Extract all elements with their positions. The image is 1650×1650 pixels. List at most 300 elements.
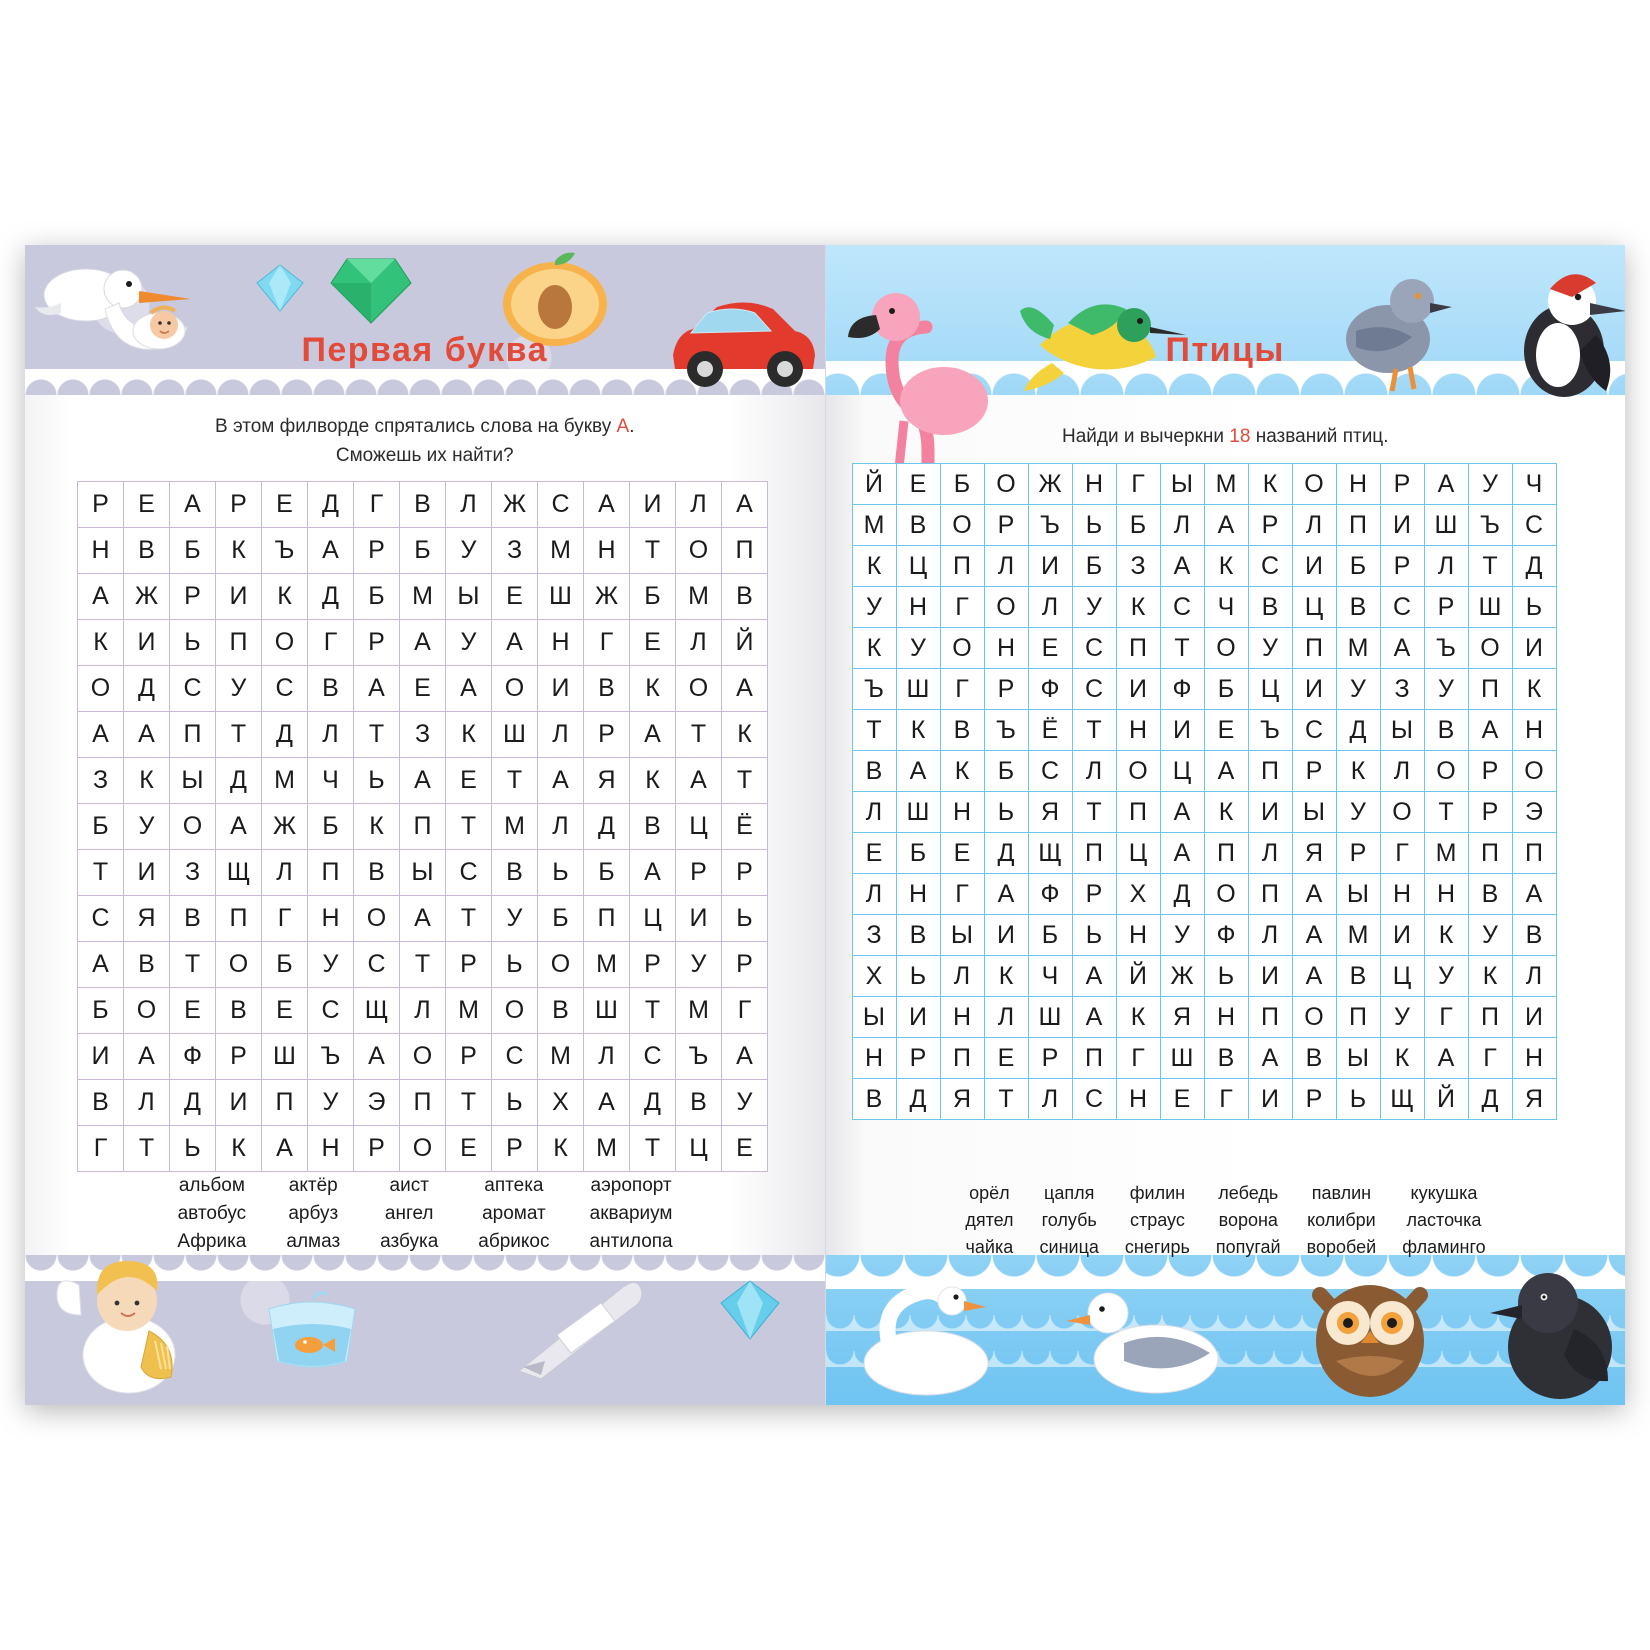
bird-grid-cell[interactable]: Е [984, 1038, 1028, 1079]
bird-grid-cell[interactable]: К [1116, 587, 1160, 628]
bird-grid-cell[interactable]: Н [1380, 874, 1424, 915]
letter-grid-cell[interactable]: Л [584, 1034, 630, 1080]
bird-grid-cell[interactable]: П [1116, 792, 1160, 833]
bird-grid-cell[interactable]: Щ [1028, 833, 1072, 874]
letter-grid-cell[interactable]: Ч [308, 758, 354, 804]
bird-grid-cell[interactable]: В [1336, 587, 1380, 628]
letter-grid-cell[interactable]: А [584, 1080, 630, 1126]
letter-grid-cell[interactable]: Л [262, 850, 308, 896]
letter-grid-cell[interactable]: В [308, 666, 354, 712]
letter-grid-cell[interactable]: Л [676, 482, 722, 528]
bird-grid-cell[interactable]: А [1512, 874, 1556, 915]
letter-grid-cell[interactable]: Т [78, 850, 124, 896]
letter-grid-cell[interactable]: В [492, 850, 538, 896]
bird-grid-cell[interactable]: Я [940, 1079, 984, 1120]
bird-grid-cell[interactable]: А [1468, 710, 1512, 751]
letter-grid-cell[interactable]: К [538, 1126, 584, 1172]
letter-grid-cell[interactable]: П [170, 712, 216, 758]
letter-grid-cell[interactable]: А [400, 896, 446, 942]
letter-grid-cell[interactable]: В [124, 528, 170, 574]
letter-grid-cell[interactable]: Т [446, 896, 492, 942]
letter-grid-cell[interactable]: Р [676, 850, 722, 896]
letter-grid-cell[interactable]: Ж [262, 804, 308, 850]
letter-grid-cell[interactable]: Ц [676, 804, 722, 850]
bird-grid-cell[interactable]: Р [1336, 833, 1380, 874]
letter-grid-cell[interactable]: Д [308, 482, 354, 528]
bird-grid-cell[interactable]: У [1072, 587, 1116, 628]
bird-grid-cell[interactable]: О [1380, 792, 1424, 833]
letter-grid-cell[interactable]: Ж [492, 482, 538, 528]
letter-grid-cell[interactable]: А [124, 1034, 170, 1080]
bird-grid-cell[interactable]: Ж [1160, 956, 1204, 997]
bird-grid-cell[interactable]: Т [1468, 546, 1512, 587]
letter-grid-cell[interactable]: Ж [124, 574, 170, 620]
bird-word-item[interactable]: ласточка [1406, 1210, 1482, 1230]
bird-grid-cell[interactable]: Ы [852, 997, 896, 1038]
bird-grid-cell[interactable]: Я [1512, 1079, 1556, 1120]
letter-grid-cell[interactable]: М [262, 758, 308, 804]
bird-grid-cell[interactable]: Р [1380, 464, 1424, 505]
bird-grid-cell[interactable]: О [1204, 628, 1248, 669]
bird-grid-cell[interactable]: У [1468, 464, 1512, 505]
letter-grid-cell[interactable]: А [630, 712, 676, 758]
bird-grid-cell[interactable]: Ь [1072, 505, 1116, 546]
letter-grid-cell[interactable]: Т [446, 1080, 492, 1126]
bird-grid-cell[interactable]: Н [940, 792, 984, 833]
bird-grid-cell[interactable]: Д [896, 1079, 940, 1120]
letter-grid-cell[interactable]: М [538, 1034, 584, 1080]
letter-grid-cell[interactable]: П [722, 528, 768, 574]
bird-grid-cell[interactable]: П [1336, 997, 1380, 1038]
letter-grid-cell[interactable]: Л [446, 482, 492, 528]
bird-word-search-grid[interactable] [852, 463, 1557, 1120]
letter-grid-cell[interactable]: И [78, 1034, 124, 1080]
bird-grid-cell[interactable]: Ц [1292, 587, 1336, 628]
bird-grid-cell[interactable]: И [1512, 997, 1556, 1038]
bird-grid-cell[interactable]: Ц [1380, 956, 1424, 997]
bird-grid-cell[interactable]: П [1468, 833, 1512, 874]
bird-grid-cell[interactable]: П [1116, 628, 1160, 669]
letter-grid-cell[interactable]: Е [170, 988, 216, 1034]
letter-grid-cell[interactable]: У [446, 620, 492, 666]
bird-grid-cell[interactable]: О [1424, 751, 1468, 792]
bird-grid-cell[interactable]: Н [1116, 915, 1160, 956]
letter-grid-cell[interactable]: Я [584, 758, 630, 804]
bird-grid-cell[interactable]: Д [1336, 710, 1380, 751]
letter-grid-cell[interactable]: Л [538, 712, 584, 758]
bird-grid-cell[interactable]: А [1292, 915, 1336, 956]
word-item[interactable]: азбука [380, 1231, 439, 1252]
letter-grid-cell[interactable]: С [492, 1034, 538, 1080]
bird-grid-cell[interactable]: О [1116, 751, 1160, 792]
letter-grid-cell[interactable]: В [584, 666, 630, 712]
letter-grid-cell[interactable]: П [216, 896, 262, 942]
letter-grid-cell[interactable]: О [400, 1126, 446, 1172]
letter-grid-cell[interactable]: Р [492, 1126, 538, 1172]
letter-grid-cell[interactable]: С [446, 850, 492, 896]
bird-word-item[interactable]: дятел [965, 1210, 1014, 1230]
bird-grid-cell[interactable]: И [1292, 546, 1336, 587]
bird-grid-cell[interactable]: И [1160, 710, 1204, 751]
letter-grid-cell[interactable]: М [676, 988, 722, 1034]
bird-grid-cell[interactable]: Ъ [1424, 628, 1468, 669]
letter-grid-cell[interactable]: М [492, 804, 538, 850]
bird-grid-cell[interactable]: Л [1380, 751, 1424, 792]
bird-grid-cell[interactable]: Н [1116, 1079, 1160, 1120]
bird-grid-cell[interactable]: У [852, 587, 896, 628]
bird-grid-cell[interactable]: У [1424, 669, 1468, 710]
letter-grid-cell[interactable]: Т [446, 804, 492, 850]
bird-grid-cell[interactable]: И [1028, 546, 1072, 587]
bird-grid-cell[interactable]: Н [984, 628, 1028, 669]
letter-grid-cell[interactable]: У [124, 804, 170, 850]
bird-word-item[interactable]: орёл [969, 1183, 1010, 1203]
bird-grid-cell[interactable]: С [1512, 505, 1556, 546]
bird-grid-cell[interactable]: Ц [1116, 833, 1160, 874]
bird-grid-cell[interactable]: В [1204, 1038, 1248, 1079]
letter-grid-cell[interactable]: М [400, 574, 446, 620]
letter-grid-cell[interactable]: Г [354, 482, 400, 528]
bird-word-item[interactable]: колибри [1307, 1210, 1376, 1230]
letter-grid-cell[interactable]: Д [262, 712, 308, 758]
bird-grid-cell[interactable]: Ш [1424, 505, 1468, 546]
word-search-grid-letters[interactable] [77, 481, 768, 1172]
bird-grid-cell[interactable]: В [852, 751, 896, 792]
bird-grid-cell[interactable]: А [1160, 833, 1204, 874]
bird-grid-cell[interactable]: У [1160, 915, 1204, 956]
letter-grid-cell[interactable]: С [538, 482, 584, 528]
bird-grid-cell[interactable]: З [852, 915, 896, 956]
letter-grid-cell[interactable]: З [78, 758, 124, 804]
letter-grid-cell[interactable]: В [124, 942, 170, 988]
letter-grid-cell[interactable]: У [492, 896, 538, 942]
bird-grid-cell[interactable]: М [1204, 464, 1248, 505]
bird-grid-cell[interactable]: Ы [940, 915, 984, 956]
bird-grid-cell[interactable]: Т [1072, 710, 1116, 751]
bird-grid-cell[interactable]: Л [1248, 915, 1292, 956]
letter-grid-cell[interactable]: А [78, 712, 124, 758]
bird-grid-cell[interactable]: А [1160, 792, 1204, 833]
letter-grid-cell[interactable]: Ш [492, 712, 538, 758]
bird-grid-cell[interactable]: С [1160, 587, 1204, 628]
bird-grid-cell[interactable]: Ш [1028, 997, 1072, 1038]
bird-grid-cell[interactable]: К [1512, 669, 1556, 710]
bird-grid-cell[interactable]: Л [1028, 1079, 1072, 1120]
bird-grid-cell[interactable]: Ф [1028, 874, 1072, 915]
bird-grid-cell[interactable]: Р [1072, 874, 1116, 915]
bird-grid-cell[interactable]: У [1424, 956, 1468, 997]
bird-grid-cell[interactable]: К [1424, 915, 1468, 956]
bird-grid-cell[interactable]: П [940, 1038, 984, 1079]
word-item[interactable]: антилопа [589, 1231, 673, 1252]
bird-grid-cell[interactable]: Л [940, 956, 984, 997]
letter-grid-cell[interactable]: Ш [584, 988, 630, 1034]
bird-grid-cell[interactable]: Ц [1248, 669, 1292, 710]
letter-grid-cell[interactable]: О [676, 666, 722, 712]
bird-grid-cell[interactable]: Ы [1336, 874, 1380, 915]
bird-grid-cell[interactable]: П [1072, 1038, 1116, 1079]
bird-grid-cell[interactable]: О [984, 587, 1028, 628]
letter-grid-cell[interactable]: У [216, 666, 262, 712]
letter-grid-cell[interactable]: К [124, 758, 170, 804]
word-item[interactable]: арбуз [288, 1203, 339, 1224]
bird-grid-cell[interactable]: Ы [1160, 464, 1204, 505]
bird-grid-cell[interactable]: И [1292, 669, 1336, 710]
letter-grid-cell[interactable]: Я [124, 896, 170, 942]
letter-grid-cell[interactable]: П [216, 620, 262, 666]
bird-grid-cell[interactable]: Т [1160, 628, 1204, 669]
letter-grid-cell[interactable]: З [170, 850, 216, 896]
letter-grid-cell[interactable]: Б [170, 528, 216, 574]
bird-grid-cell[interactable]: Г [940, 669, 984, 710]
bird-grid-cell[interactable]: С [1028, 751, 1072, 792]
letter-grid-cell[interactable]: О [492, 666, 538, 712]
letter-grid-cell[interactable]: Ж [584, 574, 630, 620]
bird-grid-cell[interactable]: Н [852, 1038, 896, 1079]
bird-grid-cell[interactable]: Л [852, 792, 896, 833]
bird-grid-cell[interactable]: Н [1336, 464, 1380, 505]
bird-grid-cell[interactable]: Я [1292, 833, 1336, 874]
letter-grid-cell[interactable]: А [722, 1034, 768, 1080]
bird-grid-cell[interactable]: Г [940, 874, 984, 915]
letter-grid-cell[interactable]: А [124, 712, 170, 758]
letter-grid-cell[interactable]: О [538, 942, 584, 988]
letter-grid-cell[interactable]: Щ [216, 850, 262, 896]
letter-grid-cell[interactable]: Р [630, 942, 676, 988]
letter-grid-cell[interactable]: Т [676, 712, 722, 758]
bird-grid-cell[interactable]: Ч [1028, 956, 1072, 997]
letter-grid-cell[interactable]: Ы [400, 850, 446, 896]
letter-grid-cell[interactable]: Б [308, 804, 354, 850]
bird-grid-cell[interactable]: П [1204, 833, 1248, 874]
letter-grid-cell[interactable]: Й [722, 620, 768, 666]
bird-grid-cell[interactable]: О [1468, 628, 1512, 669]
bird-grid-cell[interactable]: М [852, 505, 896, 546]
letter-grid-cell[interactable]: М [584, 1126, 630, 1172]
bird-grid-cell[interactable]: И [896, 997, 940, 1038]
bird-grid-cell[interactable]: Ы [1380, 710, 1424, 751]
bird-grid-cell[interactable]: А [1204, 751, 1248, 792]
bird-grid-cell[interactable]: Е [896, 464, 940, 505]
letter-grid-cell[interactable]: О [492, 988, 538, 1034]
bird-grid-cell[interactable]: Ш [1160, 1038, 1204, 1079]
letter-grid-cell[interactable]: Б [78, 804, 124, 850]
letter-grid-cell[interactable]: Е [124, 482, 170, 528]
bird-grid-cell[interactable]: К [1248, 464, 1292, 505]
bird-grid-cell[interactable]: Т [984, 1079, 1028, 1120]
bird-grid-cell[interactable]: Р [1248, 505, 1292, 546]
bird-word-item[interactable]: страус [1129, 1210, 1185, 1230]
bird-grid-cell[interactable]: А [1424, 464, 1468, 505]
letter-grid-cell[interactable]: Г [584, 620, 630, 666]
bird-grid-cell[interactable]: Б [1336, 546, 1380, 587]
bird-grid-cell[interactable]: Н [896, 587, 940, 628]
bird-grid-cell[interactable]: У [1336, 792, 1380, 833]
letter-grid-cell[interactable]: П [400, 1080, 446, 1126]
letter-grid-cell[interactable]: Е [630, 620, 676, 666]
letter-grid-cell[interactable]: И [676, 896, 722, 942]
letter-grid-cell[interactable]: Д [170, 1080, 216, 1126]
bird-grid-cell[interactable]: Т [1424, 792, 1468, 833]
bird-word-item[interactable]: синица [1039, 1237, 1099, 1257]
bird-grid-cell[interactable]: Ь [984, 792, 1028, 833]
bird-word-item[interactable]: воробей [1306, 1237, 1377, 1257]
letter-grid-cell[interactable]: А [308, 528, 354, 574]
letter-grid-cell[interactable]: В [170, 896, 216, 942]
bird-grid-cell[interactable]: А [1292, 874, 1336, 915]
letter-grid-cell[interactable]: Р [170, 574, 216, 620]
bird-grid-cell[interactable]: Ъ [1468, 505, 1512, 546]
bird-grid-cell[interactable]: Е [852, 833, 896, 874]
bird-grid-cell[interactable]: А [1160, 546, 1204, 587]
bird-grid-cell[interactable]: Я [1028, 792, 1072, 833]
letter-grid-cell[interactable]: О [216, 942, 262, 988]
letter-grid-cell[interactable]: И [124, 620, 170, 666]
letter-grid-cell[interactable]: Л [308, 712, 354, 758]
letter-grid-cell[interactable]: Д [124, 666, 170, 712]
bird-word-item[interactable]: филин [1129, 1183, 1186, 1203]
bird-grid-cell[interactable]: Ф [1204, 915, 1248, 956]
bird-grid-cell[interactable]: Н [1424, 874, 1468, 915]
letter-grid-cell[interactable]: Т [630, 1126, 676, 1172]
bird-grid-cell[interactable]: Р [984, 505, 1028, 546]
bird-word-item[interactable]: снегирь [1124, 1237, 1190, 1257]
bird-grid-cell[interactable]: С [1248, 546, 1292, 587]
bird-grid-cell[interactable]: П [1072, 833, 1116, 874]
letter-grid-cell[interactable]: Ь [722, 896, 768, 942]
bird-grid-cell[interactable]: Ч [1204, 587, 1248, 628]
bird-grid-cell[interactable]: Н [1512, 1038, 1556, 1079]
letter-grid-cell[interactable]: В [722, 574, 768, 620]
letter-grid-cell[interactable]: А [354, 1034, 400, 1080]
letter-grid-cell[interactable]: П [584, 896, 630, 942]
bird-grid-cell[interactable]: Г [1204, 1079, 1248, 1120]
bird-grid-cell[interactable]: К [1380, 1038, 1424, 1079]
letter-grid-cell[interactable]: Л [124, 1080, 170, 1126]
word-item[interactable]: аромат [482, 1203, 546, 1224]
bird-grid-cell[interactable]: П [1468, 997, 1512, 1038]
bird-grid-cell[interactable]: Х [1116, 874, 1160, 915]
bird-grid-cell[interactable]: П [1248, 874, 1292, 915]
letter-grid-cell[interactable]: О [78, 666, 124, 712]
bird-word-item[interactable]: попугай [1215, 1237, 1281, 1257]
bird-grid-cell[interactable]: Т [852, 710, 896, 751]
letter-grid-cell[interactable]: А [446, 666, 492, 712]
letter-grid-cell[interactable]: Н [308, 896, 354, 942]
letter-grid-cell[interactable]: Ь [170, 1126, 216, 1172]
letter-grid-cell[interactable]: К [354, 804, 400, 850]
letter-grid-cell[interactable]: Р [78, 482, 124, 528]
bird-grid-cell[interactable]: К [1204, 792, 1248, 833]
letter-grid-cell[interactable]: Р [446, 1034, 492, 1080]
bird-grid-cell[interactable]: П [1248, 997, 1292, 1038]
letter-grid-cell[interactable]: А [492, 620, 538, 666]
letter-grid-cell[interactable]: Ы [446, 574, 492, 620]
letter-grid-cell[interactable]: Г [262, 896, 308, 942]
letter-grid-cell[interactable]: Ь [354, 758, 400, 804]
bird-grid-cell[interactable]: А [1248, 1038, 1292, 1079]
bird-grid-cell[interactable]: Р [1424, 587, 1468, 628]
letter-grid-cell[interactable]: Т [400, 942, 446, 988]
letter-grid-cell[interactable]: Ё [722, 804, 768, 850]
letter-grid-cell[interactable]: К [216, 528, 262, 574]
bird-grid-cell[interactable]: Л [984, 546, 1028, 587]
bird-word-item[interactable]: кукушка [1410, 1183, 1478, 1203]
bird-grid-cell[interactable]: П [1512, 833, 1556, 874]
letter-grid-cell[interactable]: Ц [630, 896, 676, 942]
bird-grid-cell[interactable]: Р [1468, 751, 1512, 792]
letter-grid-cell[interactable]: С [262, 666, 308, 712]
letter-grid-cell[interactable]: З [492, 528, 538, 574]
letter-grid-cell[interactable]: Н [584, 528, 630, 574]
bird-grid-cell[interactable]: Р [1028, 1038, 1072, 1079]
word-item[interactable]: алмаз [286, 1231, 341, 1252]
bird-grid-cell[interactable]: Л [984, 997, 1028, 1038]
bird-grid-cell[interactable]: В [1248, 587, 1292, 628]
letter-grid-cell[interactable]: Т [124, 1126, 170, 1172]
bird-grid-cell[interactable]: И [1248, 792, 1292, 833]
word-item[interactable]: аист [389, 1175, 429, 1196]
letter-grid-cell[interactable]: Т [722, 758, 768, 804]
bird-grid-cell[interactable]: В [852, 1079, 896, 1120]
letter-grid-cell[interactable]: А [400, 620, 446, 666]
letter-grid-cell[interactable]: Т [630, 528, 676, 574]
bird-grid-cell[interactable]: Л [1292, 505, 1336, 546]
letter-grid-cell[interactable]: Ь [170, 620, 216, 666]
bird-grid-cell[interactable]: Х [852, 956, 896, 997]
bird-grid-cell[interactable]: Б [1072, 546, 1116, 587]
bird-grid-cell[interactable]: Р [1292, 751, 1336, 792]
bird-grid-cell[interactable]: О [1512, 751, 1556, 792]
letter-grid-cell[interactable]: Р [584, 712, 630, 758]
bird-grid-cell[interactable]: Б [984, 751, 1028, 792]
letter-grid-cell[interactable]: Г [722, 988, 768, 1034]
letter-grid-cell[interactable]: О [262, 620, 308, 666]
bird-grid-cell[interactable]: Л [1512, 956, 1556, 997]
letter-grid-cell[interactable]: З [400, 712, 446, 758]
bird-grid-cell[interactable]: О [1292, 464, 1336, 505]
letter-grid-cell[interactable]: П [400, 804, 446, 850]
bird-grid-cell[interactable]: П [1468, 669, 1512, 710]
letter-grid-cell[interactable]: А [262, 1126, 308, 1172]
bird-grid-cell[interactable]: Р [1292, 1079, 1336, 1120]
bird-grid-cell[interactable]: А [1204, 505, 1248, 546]
bird-grid-cell[interactable]: Р [896, 1038, 940, 1079]
bird-grid-cell[interactable]: Д [1512, 546, 1556, 587]
bird-grid-cell[interactable]: З [1116, 546, 1160, 587]
letter-grid-cell[interactable]: Б [538, 896, 584, 942]
bird-grid-cell[interactable]: Г [1116, 1038, 1160, 1079]
letter-grid-cell[interactable]: О [354, 896, 400, 942]
letter-grid-cell[interactable]: Н [538, 620, 584, 666]
bird-grid-cell[interactable]: С [1292, 710, 1336, 751]
bird-grid-cell[interactable]: Ш [896, 792, 940, 833]
bird-grid-cell[interactable]: О [1292, 997, 1336, 1038]
letter-grid-cell[interactable]: Д [630, 1080, 676, 1126]
letter-grid-cell[interactable]: А [400, 758, 446, 804]
letter-grid-cell[interactable]: И [124, 850, 170, 896]
letter-grid-cell[interactable]: Р [722, 850, 768, 896]
bird-grid-cell[interactable]: А [1424, 1038, 1468, 1079]
bird-grid-cell[interactable]: Я [1160, 997, 1204, 1038]
word-item[interactable]: автобус [177, 1203, 247, 1224]
word-item[interactable]: ангел [384, 1203, 434, 1224]
bird-grid-cell[interactable]: В [1468, 874, 1512, 915]
bird-grid-cell[interactable]: Б [1028, 915, 1072, 956]
letter-grid-cell[interactable]: Г [308, 620, 354, 666]
bird-grid-cell[interactable]: Ж [1028, 464, 1072, 505]
letter-grid-cell[interactable]: Т [170, 942, 216, 988]
